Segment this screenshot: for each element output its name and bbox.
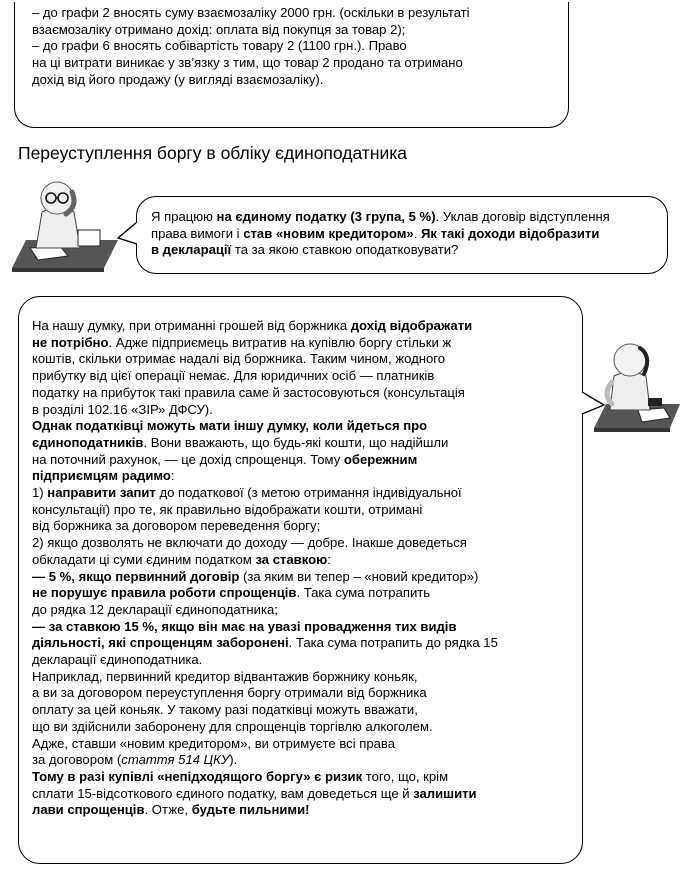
text-segment: що ви здійснили заборонену для спрощенців торгівлю алкоголем. (32, 718, 433, 734)
text-line (32, 485, 572, 502)
text-segment: того, що, крім (362, 768, 449, 784)
text-line (32, 635, 572, 652)
text-line (32, 351, 572, 368)
text-line (32, 569, 572, 586)
bold-text: за ставкою (255, 551, 328, 567)
text-line (32, 786, 572, 803)
text-line (32, 652, 572, 669)
bold-text: — 5 %, якщо первинний договір (32, 568, 240, 584)
text-segment: ). (229, 752, 238, 768)
text-line (32, 752, 572, 769)
text-line (32, 368, 572, 385)
text-segment: коштів, скільки отримає надалі від боржника. Таким чином, жодного (32, 351, 446, 367)
consultant-on-phone-icon (592, 338, 682, 434)
bold-text: обережним (343, 451, 418, 467)
text-line (32, 602, 572, 619)
text-line (32, 802, 572, 819)
text-line (32, 685, 572, 702)
bold-text: залишити (413, 785, 477, 801)
text-segment: . Отже, (144, 802, 192, 818)
bold-text: дохід відображати (350, 318, 473, 333)
text-segment: Я працюю (151, 209, 217, 224)
bold-text: направити запит (47, 485, 156, 501)
text-segment: . Адже підприємець витратив на купівлю боргу стільки ж (108, 334, 452, 350)
text-line (32, 585, 572, 602)
text-segment: до податкової (з метою отримання індивідуальної (155, 485, 462, 501)
text-line (32, 719, 572, 736)
text-line (32, 335, 572, 352)
bold-text: Тому в разі купівлі «непідходящого боргу» є ризик (32, 768, 363, 784)
bold-text: не порушує правила роботи спрощенців (32, 585, 297, 601)
text-segment: (за яким ви тепер – «новий кредитор») (239, 568, 479, 584)
text-line (32, 535, 572, 552)
text-segment: . Уклав договір відступлення (435, 209, 610, 224)
text-segment: – до графи 6 вносять собівартість товару 2 (1100 грн.). Право (32, 38, 407, 54)
text-segment: . Вони вважають, що будь-які кошти, що надійшли (143, 434, 449, 450)
text-segment: податку на прибуток такі правила саме й застосовуються (консультація (32, 384, 465, 400)
bold-text: Як такі доходи відобразити (421, 225, 600, 241)
text-segment: обкладати ці суми єдиним податком (32, 551, 256, 567)
italic-text: стаття 514 ЦКУ (121, 752, 230, 768)
text-segment: взаємозаліку отримано дохід: оплата від покупця за товар 2); (32, 21, 406, 37)
text-line (32, 518, 572, 535)
text-line (32, 452, 572, 469)
text-segment: : (170, 468, 175, 484)
text-segment: права вимоги і (151, 225, 244, 241)
text-segment: від боржника за договором переведення боргу; (32, 518, 321, 534)
text-line (32, 769, 572, 786)
text-line (32, 418, 572, 435)
text-segment: 1) (32, 485, 48, 501)
text-segment: . Така сума потрапить до рядка 15 (288, 635, 498, 651)
text-segment: . (413, 225, 421, 241)
text-segment: консультації) про те, як правильно відображати кошти, отримані (32, 501, 423, 517)
text-segment: декларації єдиноподатника. (32, 652, 203, 668)
bold-text: будьте пильними! (191, 802, 310, 818)
text-line (32, 736, 572, 753)
bold-text: Однак податківці можуть мати іншу думку, коли йдеться про (32, 418, 428, 434)
text-segment: до рядка 12 декларації єдиноподатника; (32, 601, 278, 617)
text-segment: дохід від його продажу (у вигляді взаємозаліку). (32, 71, 324, 87)
text-line (32, 619, 572, 636)
text-segment: 2) якщо дозволять не включати до доходу — добре. Інакше доведеться (32, 535, 467, 551)
text-segment: сплати 15-відсоткового єдиного податку, вам доведеться ще й (32, 785, 414, 801)
text-line (32, 702, 572, 719)
text-line (32, 468, 572, 485)
text-segment: та за якою ставкою оподатковувати? (231, 242, 459, 258)
section-title: Переуступлення боргу в обліку єдиноподатника (18, 143, 408, 163)
text-line (32, 435, 572, 452)
text-line (32, 669, 572, 686)
text-segment: прибутку від цієї операції немає. Для юридичних осіб — платників (32, 368, 435, 384)
bold-text: не потрібно (32, 334, 109, 350)
text-segment: . Така сума потрапить (296, 585, 431, 601)
bold-text: в декларації (151, 242, 232, 258)
text-segment: а ви за договором переуступлення боргу отримали від боржника (32, 685, 427, 701)
bold-text: діяльності, які спрощенцям заборонені (32, 635, 289, 651)
answer-text (32, 318, 572, 819)
text-segment: : (327, 551, 331, 567)
text-line (32, 402, 572, 419)
bold-text: став «новим кредитором» (243, 225, 414, 241)
text-segment: На нашу думку, при отриманні грошей від боржника (32, 318, 351, 333)
text-line (32, 552, 572, 569)
text-segment: оплату за цей коньяк. У такому разі податківці можуть вважати, (32, 702, 418, 718)
text-segment: Адже, ставши «новим кредитором», ви отримуєте всі права (32, 735, 395, 751)
bold-text: підприємцям радимо (32, 468, 171, 484)
text-line (32, 318, 572, 335)
bold-text: — за ставкою 15 %, якщо він має на увазі провадження тих видів (32, 618, 457, 634)
bold-text: єдиноподатників (32, 434, 144, 450)
text-segment: за договором ( (32, 752, 122, 768)
text-segment: на ці витрати виникає у зв’язку з тим, що товар 2 продано та отримано (32, 55, 463, 71)
text-segment: в розділі 102.16 «ЗІР» ДФСУ). (32, 401, 213, 417)
bold-text: на єдиному податку (3 група, 5 %) (216, 209, 436, 224)
text-line (32, 385, 572, 402)
text-segment: Наприклад, первинний кредитор відвантажив боржнику коньяк, (32, 668, 418, 684)
text-segment: – до графи 2 вносять суму взаємозаліку 2000 грн. (оскільки в результаті (32, 5, 470, 20)
bold-text: лави спрощенців (32, 802, 145, 818)
text-segment: на поточний рахунок, — це дохід спрощенця. Тому (32, 451, 344, 467)
text-line (32, 502, 572, 519)
